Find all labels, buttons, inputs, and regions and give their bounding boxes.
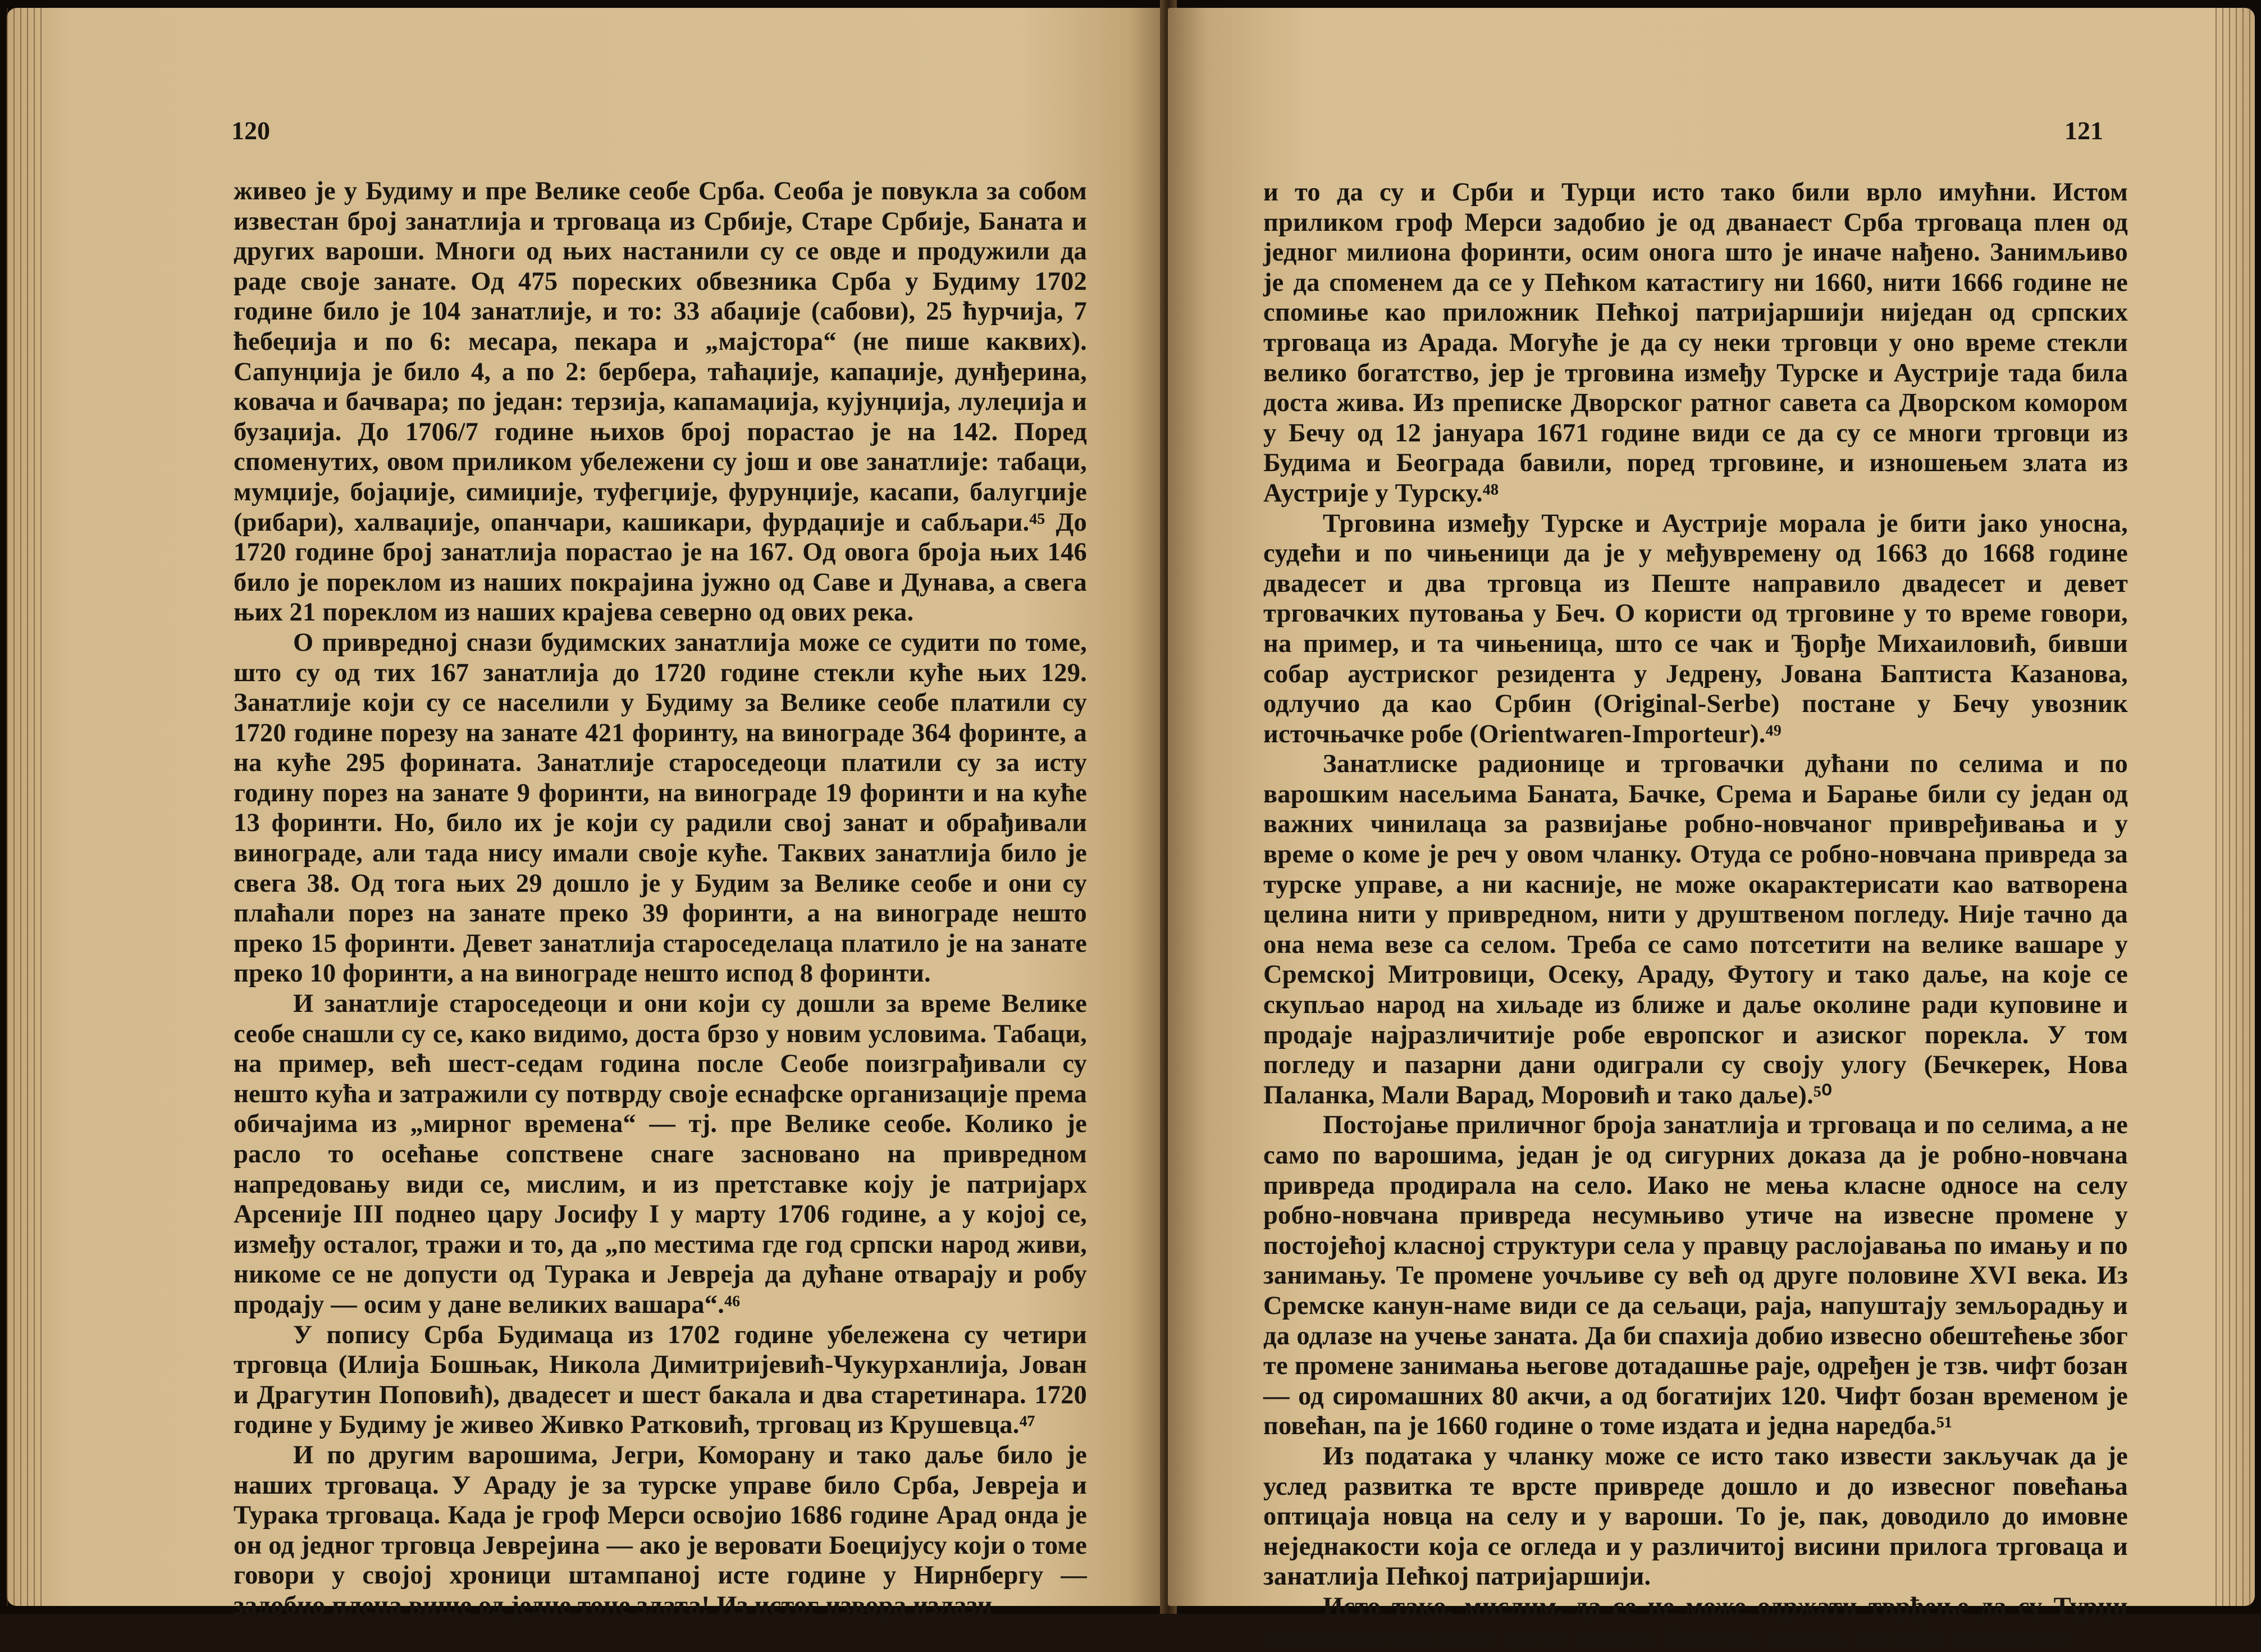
paragraph: Исто тако, мислим, да се не може одржати тврђење да су Турци монополисали неке врсте заната. Код нас, наиме, постоји мишљење xyxy=(1263,1592,2128,1651)
left-page xyxy=(7,8,1166,1620)
body-text xyxy=(234,176,1087,1621)
page-edge-stack xyxy=(7,8,46,1606)
page-number: 120 xyxy=(231,116,270,145)
paragraph: Занатлиске радионице и трговачки дућани по селима и по варошким насељима Баната, Бачке, Срема и Барање били су један од важних чинилаца за развијање робно-новчаног привређивања и у време о коме је реч у овом чланку. Отуда се робно-новчана привреда за турске управе, а ни касније, не може окарактерисати као ватворена целина нити у привредном, нити у друштвеном погледу. Није тачно да она нема везе са селом. Треба се само потсетити на велике вашаре у Сремској Митровици, Осеку, Араду, Футогу и тако даље, на које се скупљао народ на хиљаде из ближе и даље околине ради куповине и продаје најразличитије робе европског и азиског порекла. У том погледу и пазарни дани одиграли су своју улогу (Бечкерек, Нова Паланка, Мали Варад, Моровић и тако даље).⁵⁰ xyxy=(1263,750,2128,1110)
right-page xyxy=(1168,8,2255,1651)
page-number: 121 xyxy=(2064,116,2103,145)
paragraph: И занатлије староседеоци и они који су дошли за време Велике сеобе снашли су се, како видимо, доста брзо у новим условима. Табаци, на пример, већ шест-седам година после Сеобе поизграђивали су нешто кућа и затражили су потврду своје еснафске организације према обичајима из „мирног времена“ — тј. пре Велике сеобе. Колико је расло то осећање сопствене снаге засновано на привредном напредовању види се, мислим, и из претставке коју је патријарх Арсеније III поднео цару Јосифу I у марту 1706 године, а у којој се, између осталог, тражи и то, да „по местима где год српски народ живи, никоме се не допусти од Турака и Јевреја да дућане отварају и робу продају — осим у дане великих вашара“.⁴⁶ xyxy=(234,989,1087,1319)
paragraph: И по другим варошима, Јегри, Коморану и тако даље било је наших трговаца. У Араду је за турске управе било Срба, Јевреја и Турака трговаца. Када је гроф Мерси освојио 1686 године Арад онда је он од једног трговца Јеврејина — ако је веровати Боецијусу који о томе говори у својој хроници штампаној исте године у Нирнбергу — задобио плена више од једне тоне злата! Из истог извора излази xyxy=(234,1440,1087,1620)
paragraph: О привредној снази будимских занатлија може се судити по томе, што су од тих 167 занатлија до 1720 године стекли куће њих 129. Занатлије који су се населили у Будиму за Велике сеобе платили су 1720 године порезу на занате 421 форинту, на винограде 364 форинте, а на куће 295 форината. Занатлије староседеоци платили су за исту годину порез на занате 9 форинти, на винограде 19 форинти и на куће 13 форинти. Но, било их је који су радили свој занат и обрађивали винограде, али тада нису имали своје куће. Таквих занатлија било је свега 38. Од тога њих 29 дошло је у Будим за Велике сеобе и они су плаћали порез на занате преко 39 форинти, а на винограде нешто преко 15 форинти. Девет занатлија староседелаца платило је на занате преко 10 форинти, а на винограде нешто испод 8 форинти. xyxy=(234,628,1087,988)
paragraph: живео је у Будиму и пре Велике сеобе Срба. Сеоба је повукла за собом известан број занатлија и трговаца из Србије, Старе Србије, Баната и других вароши. Многи од њих настанили су се овде и продужили да раде своје занате. Од 475 пореских обвезника Срба у Будиму 1702 године било је 104 занатлије, и то: 33 абаџије (сабови), 25 ћурчија, 7 ћебеџија и по 6: месара, пекара и „мајстора“ (не пише каквих). Сапунџија је било 4, а по 2: бербера, таћаџије, капаџије, дунђерина, ковача и бачвара; по један: терзија, капамаџија, кујунџија, лулеџија и бузаџија. До 1706/7 године њихов број порастао је на 142. Поред споменутих, овом приликом убележени су још и ове занатлије: табаци, мумџије, бојаџије, симиџије, туфегџије, фурунџије, касапи, балугџије (рибари), халваџије, опанчари, кашикари, фурдаџије и сабљари.⁴⁵ До 1720 године број занатлија порастао је на 167. Од овога броја њих 146 било је пореклом из наших покрајина јужно од Саве и Дунава, а свега њих 21 пореклом из наших крајева северно од ових река. xyxy=(234,177,1087,627)
page-edge-stack xyxy=(2216,8,2255,1606)
paragraph: Из података у чланку може се исто тако извести закључак да је услед развитка те врсте привреде дошло и до извесног повећања оптицаја новца на селу и у вароши. То је, пак, доводило до имовне неједнакости која се огледа и у различитој висини прилога трговаца и занатлија Пећкој патријаршији. xyxy=(1263,1441,2128,1591)
paragraph: Трговина између Турске и Аустрије морала је бити јако уносна, судећи и по чињеници да је у међувремену од 1663 до 1668 године двадесет и два трговца из Пеште направило двадесет и девет трговачких путовања у Беч. О користи од трговине у то време говори, на пример, и та чињеница, што се чак и Ђорђе Михаиловић, бивши собар аустриског резидента у Једрену, Јована Баптиста Казанова, одлучио да као Србин (Original-Serbe) постане у Бечу увозник источњачке робе (Orientwaren-Importeur).⁴⁹ xyxy=(1263,509,2128,749)
paragraph: и то да су и Срби и Турци исто тако били врло имућни. Истом приликом гроф Мерси задобио је од дванаест Срба трговаца плен од једног милиона форинти, осим онога што је иначе нађено. Занимљиво је да споменем да се у Пећком катастигу ни 1660, нити 1666 године не спомиње као приложник Пећкој патријаршији ниједан од српских трговаца из Арада. Могуће је да су неки трговци у оно време стекли велико богатство, јер је трговина између Турске и Аустрије тада била доста жива. Из преписке Дворског ратног савета са Дворском комором у Бечу од 12 јануара 1671 године види се да су се многи трговци из Будима и Београда бавили, поред трговине, и изношењем злата из Аустрије у Турску.⁴⁸ xyxy=(1263,178,2128,508)
paragraph: Постојање приличног броја занатлија и трговаца и по селима, а не само по варошима, један је од сигурних доказа да је робно-новчана привреда продирала на село. Иако не мења класне односе на селу робно-новчана привреда несумњиво утиче на извесне промене у постојећој класној структури села у правцу раслојавања по имању и по занимању. Те промене уочљиве су већ од друге половине XVI века. Из Сремске канун-наме види се да сељаци, раја, напуштају земљорадњу и да одлазе на учење заната. Да би спахија добио извесно обештећење због те промене занимања његове дотадашње раје, одређен је тзв. чифт бозан — од сиромашних 80 акчи, а од богатијих 120. Чифт бозан временом је повећан, па је 1660 године о томе издата и једна наредба.⁵¹ xyxy=(1263,1111,2128,1441)
paragraph: У попису Срба Будимаца из 1702 године убележена су четири трговца (Илија Бошњак, Никола Димитријевић-Чукурханлија, Јован и Драгутин Поповић), двадесет и шест бакала и два старетинара. 1720 године у Будиму је живео Живко Ратковић, трговац из Крушевца.⁴⁷ xyxy=(234,1320,1087,1440)
body-text xyxy=(1263,177,2128,1652)
